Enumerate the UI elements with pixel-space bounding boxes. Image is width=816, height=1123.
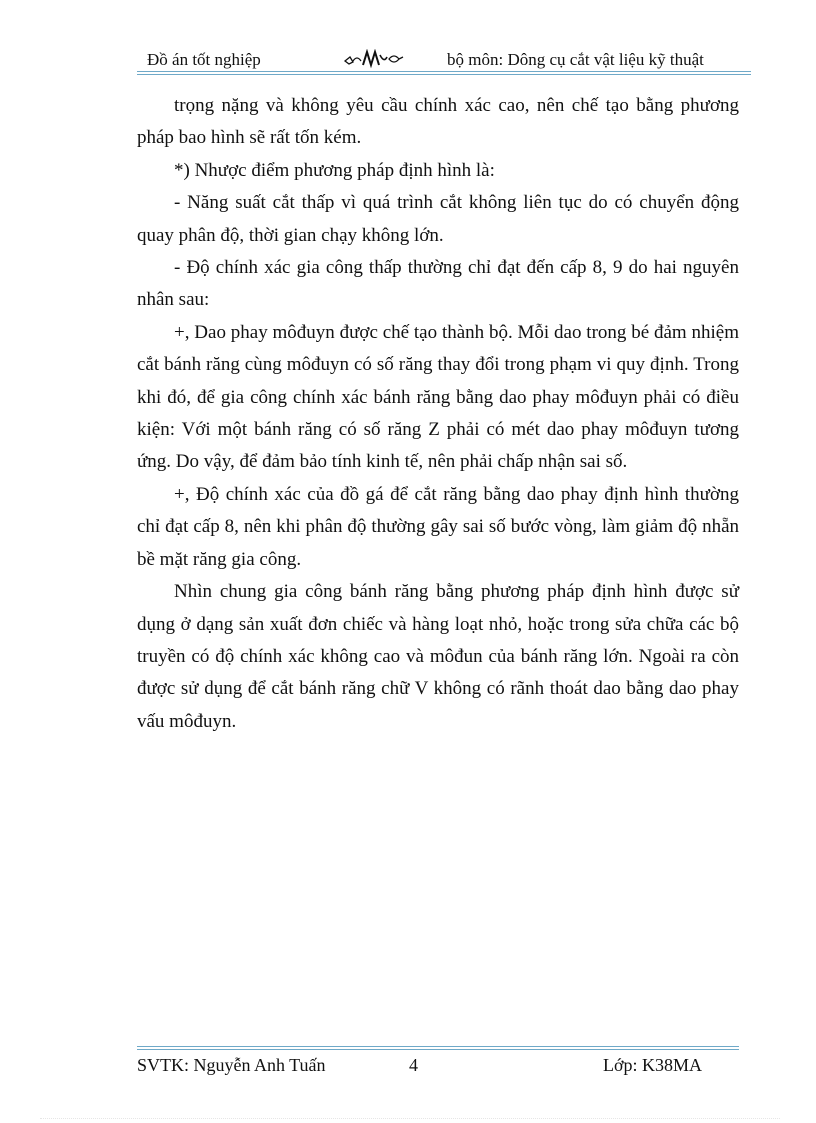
paragraph: +, Độ chính xác của đồ gá để cắt răng bằng dao phay định hình thường chỉ đạt cấp 8, nên khi phân độ thường gây sai số bước vòng, làm giảm độ nhẵn bề mặt răng gia công.: [137, 483, 739, 570]
header-title: Đồ án tốt nghiệp: [147, 50, 261, 69]
paragraph: trọng nặng và không yêu cầu chính xác cao, nên chế tạo bằng phương pháp bao hình sẽ rất tốn kém.: [137, 95, 739, 149]
book-ornament-icon: [343, 49, 405, 69]
page-footer: [137, 1053, 739, 1077]
paragraph: Nhìn chung gia công bánh răng bằng phương pháp định hình được sử dụng ở dạng sản xuất đơn chiếc và hàng loạt nhỏ, hoặc trong sửa chữa các bộ truyền có độ chính xác không cao và môđun của bánh răng lớn. Ngoài ra còn được sử dụng để cắt bánh răng chữ V không có rãnh thoát dao bằng dao phay vấu môđuyn.: [137, 581, 739, 732]
page-bottom-border: [40, 1118, 780, 1119]
paragraph: - Độ chính xác gia công thấp thường chỉ đạt đến cấp 8, 9 do hai nguyên nhân sau:: [137, 257, 739, 311]
header-rule-secondary: [137, 74, 751, 75]
page-header: [137, 47, 737, 73]
footer-author: SVTK: Nguyễn Anh Tuấn: [137, 1055, 326, 1075]
paragraph: - Năng suất cắt thấp vì quá trình cắt không liên tục do có chuyển động quay phân độ, thời gian chạy không lớn.: [137, 192, 739, 246]
footer-rule-secondary: [137, 1049, 739, 1050]
paragraph: *) Nhược điểm phương pháp định hình là:: [174, 159, 495, 181]
paragraph: +, Dao phay môđuyn được chế tạo thành bộ. Mỗi dao trong bé đảm nhiệm cắt bánh răng cùng môđuyn có số răng thay đổi trong phạm vi quy định. Trong khi đó, để gia công chính xác bánh răng bằng dao phay môđuyn phải có điều kiện: Với một bánh răng có số răng Z phải có mét dao phay môđuyn tương ứng. Do vậy, để đảm bảo tính kinh tế, nên phải chấp nhận sai số.: [137, 321, 739, 473]
header-rule: [137, 71, 751, 72]
header-subject: bộ môn: Dông cụ cắt vật liệu kỹ thuật: [447, 50, 704, 69]
page-number: 4: [409, 1055, 418, 1075]
footer-rule: [137, 1046, 739, 1047]
body-text: [137, 90, 739, 738]
footer-class: Lớp: K38MA: [603, 1055, 703, 1075]
